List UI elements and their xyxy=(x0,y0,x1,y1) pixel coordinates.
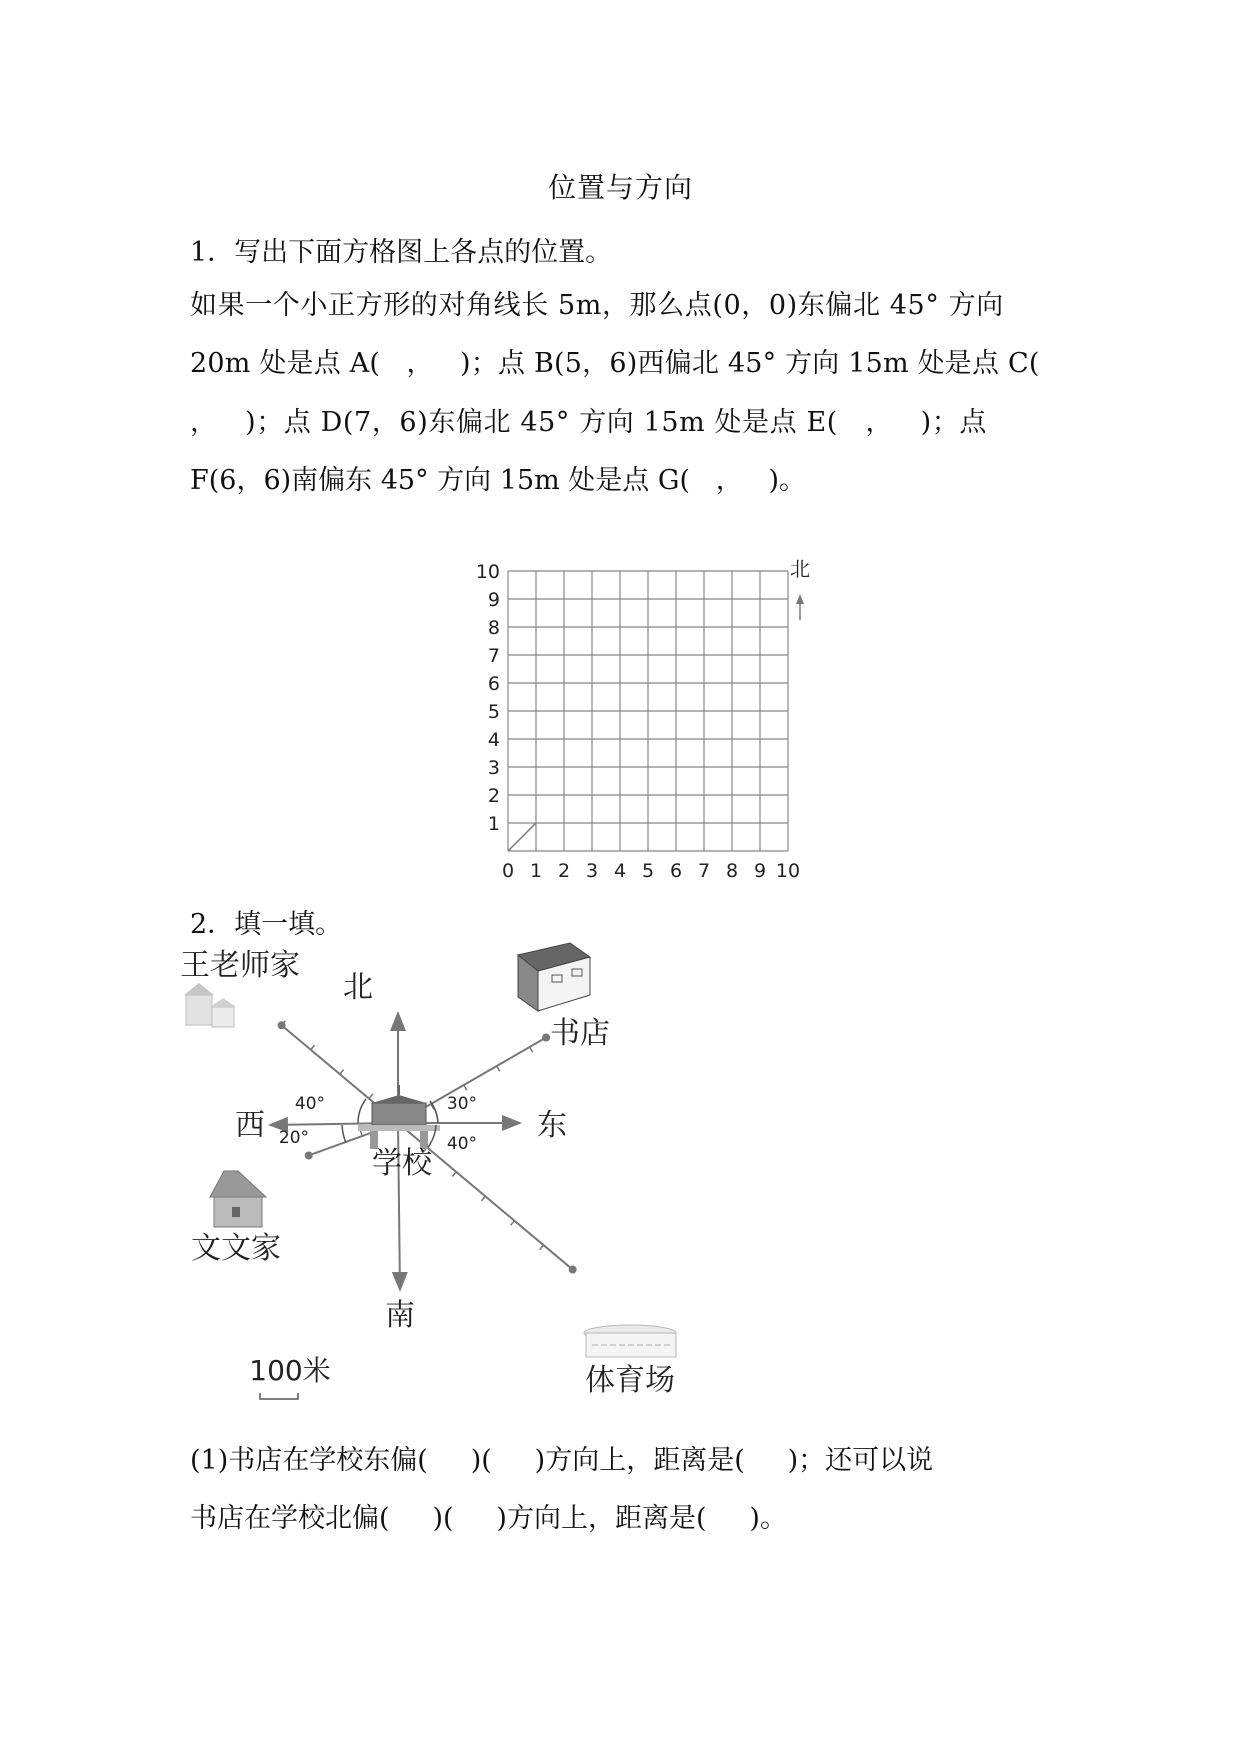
grid-x-tick-label: 1 xyxy=(529,860,543,882)
north-arrow-icon xyxy=(796,594,804,620)
grid-svg xyxy=(470,548,830,888)
angle-label-stadium: 40° xyxy=(446,1134,478,1154)
grid-x-tick-label: 7 xyxy=(697,860,711,882)
ray-tick xyxy=(481,1196,485,1201)
scale-label: 100米 xyxy=(249,1354,331,1387)
place-point xyxy=(569,1266,577,1274)
grid-x-tick-label: 6 xyxy=(669,860,683,882)
angle-label-wenwen: 20° xyxy=(278,1128,310,1148)
place-label-bookstore: 书店 xyxy=(550,1016,610,1051)
direction-north: 北 xyxy=(343,970,373,1005)
grid-x-tick-label: 9 xyxy=(753,860,767,882)
scale-bar xyxy=(260,1393,298,1399)
grid-x-tick-label: 4 xyxy=(613,860,627,882)
school-label: 学校 xyxy=(372,1146,432,1181)
ray-tick xyxy=(311,1045,315,1050)
grid-x-tick-label: 8 xyxy=(725,860,739,882)
direction-diagram xyxy=(180,935,780,1415)
grid-y-tick-label: 2 xyxy=(487,785,500,807)
ray-tick xyxy=(511,1221,515,1226)
grid-y-ticks xyxy=(476,561,500,835)
direction-west: 西 xyxy=(235,1108,265,1143)
q2-text-line-1: (1)书店在学校东偏( )( )方向上，距离是( )；还可以说 xyxy=(190,1445,934,1476)
ray-tick xyxy=(340,1070,344,1075)
grid-x-tick-label: 5 xyxy=(641,860,655,882)
q2-text-line-2: 书店在学校北偏( )( )方向上，距离是( )。 xyxy=(190,1503,787,1534)
grid-y-tick-label: 1 xyxy=(487,813,500,835)
grid-y-tick-label: 3 xyxy=(487,757,500,779)
grid-lines xyxy=(508,571,788,851)
place-label-stadium: 体育场 xyxy=(585,1363,675,1398)
ray-tick xyxy=(452,1172,456,1177)
direction-east: 东 xyxy=(537,1108,567,1143)
ray-tick xyxy=(369,1094,373,1099)
place-point xyxy=(305,1151,313,1159)
place-point xyxy=(542,1034,550,1042)
q1-text-line-4: F(6，6)南偏东 45° 方向 15m 处是点 G( ， )。 xyxy=(190,465,807,496)
grid-diagonal-segment xyxy=(508,823,536,851)
grid-y-tick-label: 5 xyxy=(487,701,500,723)
coordinate-grid xyxy=(470,548,830,888)
q2-heading: 2．填一填。 xyxy=(190,909,343,940)
grid-x-tick-label: 0 xyxy=(501,860,515,882)
ray-tick xyxy=(497,1066,500,1071)
ray-tick xyxy=(360,1130,362,1136)
diagram-svg xyxy=(180,935,780,1415)
grid-x-ticks xyxy=(502,860,800,882)
angle-arc-wang xyxy=(358,1099,366,1123)
ray-tick xyxy=(530,1047,533,1052)
wenwen-house-icon xyxy=(210,1171,266,1227)
grid-y-tick-label: 8 xyxy=(487,617,500,639)
grid-x-tick-label: 3 xyxy=(585,860,599,882)
direction-south: 南 xyxy=(385,1298,415,1333)
north-label: 北 xyxy=(790,557,810,581)
wang-house-icon xyxy=(184,983,236,1027)
grid-y-tick-label: 7 xyxy=(487,645,500,667)
grid-x-tick-label: 2 xyxy=(557,860,571,882)
place-label-wenwen: 文文家 xyxy=(191,1231,281,1266)
grid-y-tick-label: 10 xyxy=(475,561,500,583)
grid-x-tick-label: 10 xyxy=(775,860,801,882)
q1-text-line-2: 20m 处是点 A( ， )；点 B(5，6)西偏北 45° 方向 15m 处是点 C( xyxy=(190,348,1040,379)
ray-tick xyxy=(464,1085,467,1090)
angle-label-bookstore: 30° xyxy=(446,1094,478,1114)
grid-y-tick-label: 9 xyxy=(487,589,500,611)
bookstore-icon xyxy=(518,943,590,1011)
q1-text-line-1: 如果一个小正方形的对角线长 5m，那么点(0，0)东偏北 45° 方向 xyxy=(190,290,1004,321)
grid-y-tick-label: 6 xyxy=(487,673,500,695)
q1-text-line-3: ， )；点 D(7，6)东偏北 45° 方向 15m 处是点 E( ， )；点 xyxy=(190,407,987,438)
place-point xyxy=(278,1021,286,1029)
angle-arc-wenwen xyxy=(342,1125,346,1143)
page-title: 位置与方向 xyxy=(547,171,693,204)
grid-y-tick-label: 4 xyxy=(487,729,500,751)
place-label-wang: 王老师家 xyxy=(180,948,300,983)
stadium-icon xyxy=(584,1325,676,1357)
ray-tick xyxy=(540,1245,544,1250)
angle-label-wang: 40° xyxy=(294,1094,326,1114)
q1-heading: 1．写出下面方格图上各点的位置。 xyxy=(190,237,613,268)
